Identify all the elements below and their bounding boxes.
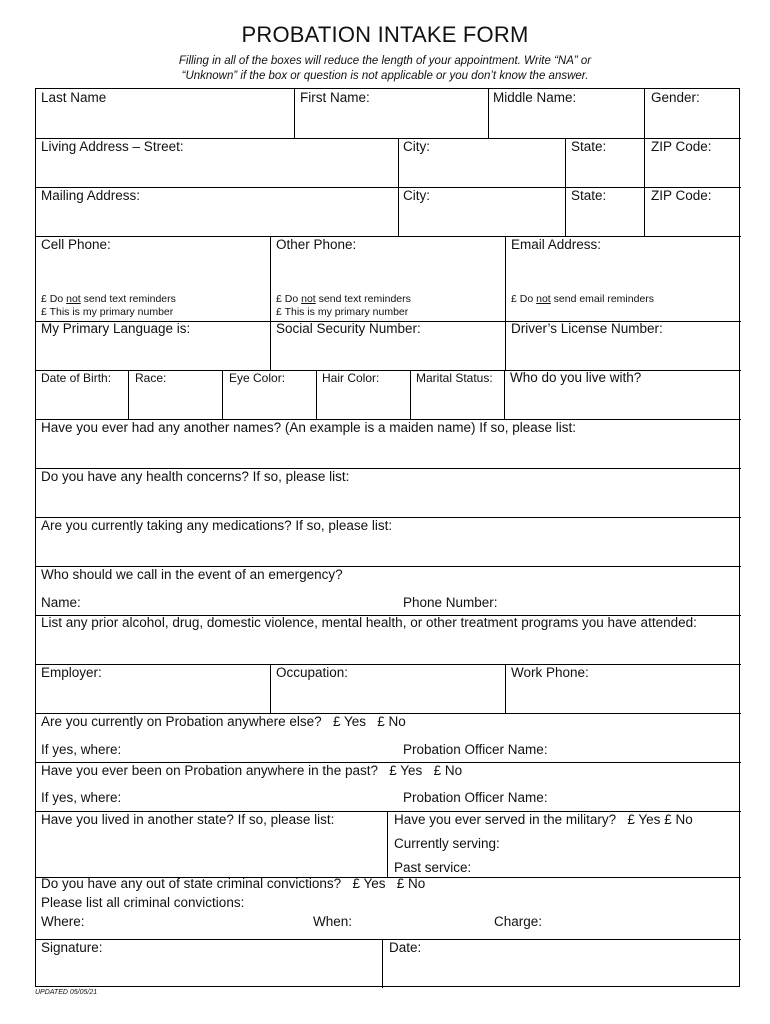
email-field[interactable]: Email Address: bbox=[511, 237, 602, 252]
living-city-field[interactable]: City: bbox=[403, 139, 430, 154]
yes-checkbox[interactable]: £ Yes bbox=[352, 876, 386, 891]
other-no-text-checkbox[interactable]: £ Do not send text reminders bbox=[276, 293, 411, 305]
living-state-field[interactable]: State: bbox=[571, 139, 607, 154]
form-title: PROBATION INTAKE FORM bbox=[241, 22, 529, 47]
updated-footer: UPDATED 05/05/21 bbox=[35, 989, 98, 996]
no-checkbox[interactable]: £ No bbox=[664, 812, 693, 827]
military-question: Have you ever served in the military? £ Yes £ No bbox=[394, 812, 693, 827]
gender-field[interactable]: Gender: bbox=[651, 90, 700, 105]
no-checkbox[interactable]: £ No bbox=[433, 763, 463, 778]
current-probation-where-field[interactable]: If yes, where: bbox=[41, 742, 122, 757]
treatment-programs-field[interactable]: List any prior alcohol, drug, domestic violence, mental health, or other treatment programs you have attended: bbox=[41, 615, 697, 630]
dob-field[interactable]: Date of Birth: bbox=[41, 371, 112, 385]
instructions-line-2: “Unknown” if the box or question is not applicable or you don’t know the answer. bbox=[181, 70, 589, 82]
convictions-list-label: Please list all criminal convictions: bbox=[41, 895, 245, 910]
past-probation-where-field[interactable]: If yes, where: bbox=[41, 790, 122, 805]
conviction-when-field[interactable]: When: bbox=[313, 914, 353, 929]
other-primary-checkbox[interactable]: £ This is my primary number bbox=[276, 306, 409, 318]
email-no-send-checkbox[interactable]: £ Do not send email reminders bbox=[511, 293, 655, 305]
yes-checkbox[interactable]: £ Yes bbox=[332, 714, 366, 729]
checkbox-glyph: £ bbox=[276, 293, 282, 305]
past-service-field[interactable]: Past service: bbox=[394, 860, 472, 875]
mailing-zip-field[interactable]: ZIP Code: bbox=[651, 188, 712, 203]
health-concerns-field[interactable]: Do you have any health concerns? If so, please list: bbox=[41, 469, 350, 484]
mailing-city-field[interactable]: City: bbox=[403, 188, 430, 203]
other-state-field[interactable]: Have you lived in another state? If so, please list: bbox=[41, 812, 335, 827]
emergency-phone-field[interactable]: Phone Number: bbox=[403, 595, 498, 610]
cell-phone-field[interactable]: Cell Phone: bbox=[41, 237, 111, 252]
emergency-name-field[interactable]: Name: bbox=[41, 595, 81, 610]
checkbox-glyph: £ bbox=[41, 293, 47, 305]
other-names-field[interactable]: Have you ever had any another names? (An example is a maiden name) If so, please list: bbox=[41, 420, 577, 435]
primary-language-field[interactable]: My Primary Language is: bbox=[41, 321, 191, 336]
cell-no-text-checkbox[interactable]: £ Do not send text reminders bbox=[41, 293, 176, 305]
living-zip-field[interactable]: ZIP Code: bbox=[651, 139, 712, 154]
middle-name-field[interactable]: Middle Name: bbox=[493, 90, 577, 105]
other-phone-field[interactable]: Other Phone: bbox=[276, 237, 357, 252]
work-phone-field[interactable]: Work Phone: bbox=[511, 665, 589, 680]
current-officer-name-field[interactable]: Probation Officer Name: bbox=[403, 742, 548, 757]
current-probation-question: Are you currently on Probation anywhere else? £ Yes £ No bbox=[41, 714, 406, 729]
yes-checkbox[interactable]: £ Yes bbox=[627, 812, 661, 827]
past-probation-question: Have you ever been on Probation anywhere in the past? £ Yes £ No bbox=[41, 763, 463, 778]
conviction-charge-field[interactable]: Charge: bbox=[494, 914, 543, 929]
yes-checkbox[interactable]: £ Yes bbox=[389, 763, 423, 778]
living-address-field[interactable]: Living Address – Street: bbox=[41, 139, 184, 154]
occupation-field[interactable]: Occupation: bbox=[276, 665, 349, 680]
medications-field[interactable]: Are you currently taking any medications? If so, please list: bbox=[41, 518, 393, 533]
emergency-contact-heading: Who should we call in the event of an emergency? bbox=[41, 567, 343, 582]
first-name-field[interactable]: First Name: bbox=[300, 90, 370, 105]
hair-color-field[interactable]: Hair Color: bbox=[322, 371, 380, 385]
marital-status-field[interactable]: Marital Status: bbox=[416, 371, 493, 385]
eye-color-field[interactable]: Eye Color: bbox=[229, 371, 286, 385]
signature-field[interactable]: Signature: bbox=[41, 940, 103, 955]
employer-field[interactable]: Employer: bbox=[41, 665, 102, 680]
no-checkbox[interactable]: £ No bbox=[377, 714, 406, 729]
past-officer-name-field[interactable]: Probation Officer Name: bbox=[403, 790, 548, 805]
date-field[interactable]: Date: bbox=[389, 940, 422, 955]
cell-primary-checkbox[interactable]: £ This is my primary number bbox=[41, 306, 174, 318]
last-name-field[interactable]: Last Name bbox=[41, 90, 107, 105]
instructions-line-1: Filling in all of the boxes will reduce the length of your appointment. Write “NA” or bbox=[178, 55, 592, 67]
form-grid bbox=[35, 88, 740, 987]
checkbox-glyph: £ bbox=[511, 293, 517, 305]
mailing-address-field[interactable]: Mailing Address: bbox=[41, 188, 141, 203]
mailing-state-field[interactable]: State: bbox=[571, 188, 607, 203]
currently-serving-field[interactable]: Currently serving: bbox=[394, 836, 500, 851]
no-checkbox[interactable]: £ No bbox=[396, 876, 426, 891]
race-field[interactable]: Race: bbox=[135, 371, 167, 385]
ssn-field[interactable]: Social Security Number: bbox=[276, 321, 421, 336]
conviction-where-field[interactable]: Where: bbox=[41, 914, 85, 929]
checkbox-glyph: £ bbox=[276, 306, 282, 318]
drivers-license-field[interactable]: Driver’s License Number: bbox=[511, 321, 663, 336]
live-with-field[interactable]: Who do you live with? bbox=[510, 370, 642, 385]
convictions-question: Do you have any out of state criminal convictions? £ Yes £ No bbox=[41, 876, 426, 891]
checkbox-glyph: £ bbox=[41, 306, 47, 318]
